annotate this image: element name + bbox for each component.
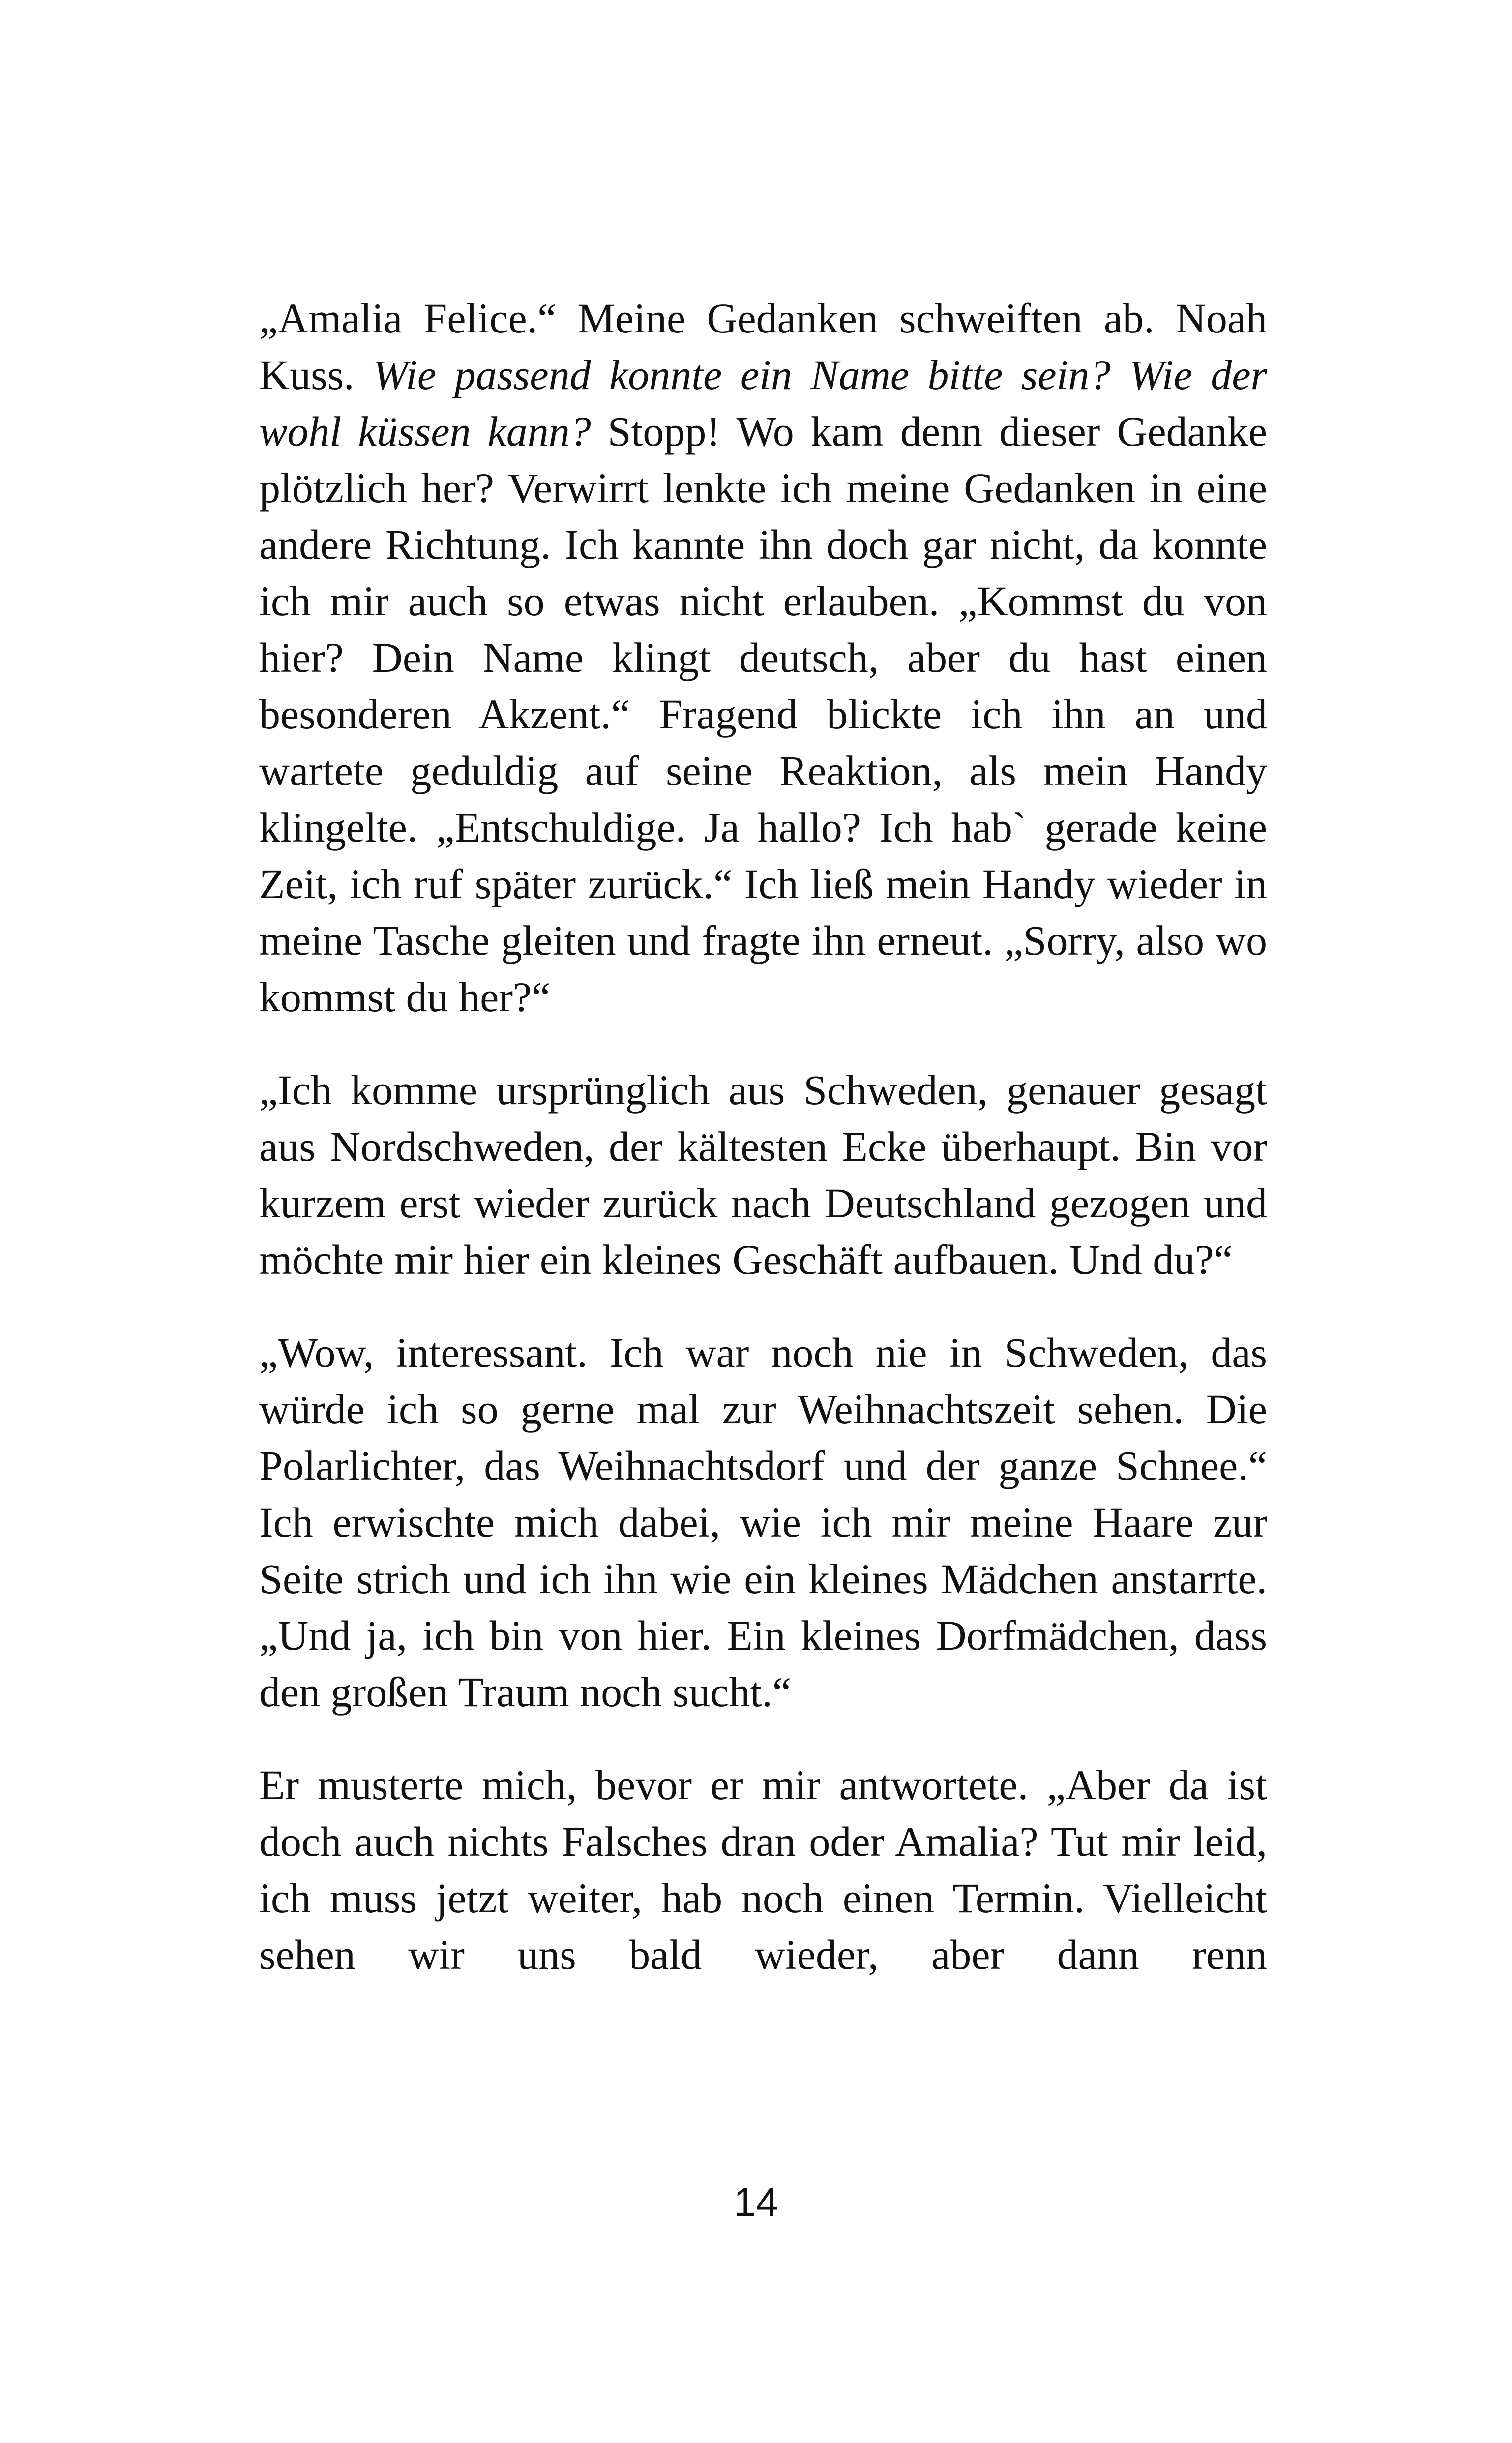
paragraph-2 (259, 1062, 1267, 1288)
paragraph-1-text-1: „Amalia Felice.“ Meine Gedanken schweiften ab. Noah Kuss. (259, 295, 1267, 398)
paragraph-1-italic-thought: Wie passend konnte ein Name bitte sein? Wie der wohl küssen kann? (259, 351, 1268, 455)
paragraph-3 (259, 1325, 1267, 1720)
paragraph-1-text-2: Stopp! Wo kam denn dieser Gedanke plötzlich her? Verwirrt lenkte ich meine Gedanken in eine andere Richtung. Ich kannte ihn doch gar nicht, da konnte ich mir auch so etwas nicht erlauben. „Kommst du von hier? Dein Name klingt deutsch, aber du hast einen besonderen Akzent.“ Fragend blickte ich ihn an und wartete geduldig auf seine Reaktion, als mein Handy klingelte. „Entschuldige. Ja hallo? Ich hab` gerade keine Zeit, ich ruf später zurück.“ Ich ließ mein Handy wieder in meine Tasche gleiten und fragte ihn erneut. „Sorry, also wo kommst du her?“ (259, 408, 1267, 1021)
body-text (259, 290, 1267, 1983)
paragraph-1 (259, 290, 1267, 1025)
page-number: 14 (733, 2180, 779, 2225)
paragraph-3-text: „Wow, interessant. Ich war noch nie in Schweden, das würde ich so gerne mal zur Weihnachtszeit sehen. Die Polarlichter, das Weihnachtsdorf und der ganze Schnee.“ Ich erwischte mich dabei, wie ich mir meine Haare zur Seite strich und ich ihn wie ein kleines Mädchen anstarrte. „Und ja, ich bin von hier. Ein kleines Dorfmädchen, dass den großen Traum noch sucht.“ (259, 1329, 1267, 1716)
paragraph-4 (259, 1757, 1267, 1983)
paragraph-4-text: Er musterte mich, bevor er mir antwortete. „Aber da ist doch auch nichts Falsches dran oder Amalia? Tut mir leid, ich muss jetzt weiter, hab noch einen Termin. Vielleicht sehen wir uns bald wieder, aber dann renn (259, 1761, 1267, 1978)
paragraph-2-text: „Ich komme ursprünglich aus Schweden, genauer gesagt aus Nordschweden, der kältesten Ecke überhaupt. Bin vor kurzem erst wieder zurück nach Deutschland gezogen und möchte mir hier ein kleines Geschäft aufbauen. Und du?“ (259, 1066, 1267, 1283)
